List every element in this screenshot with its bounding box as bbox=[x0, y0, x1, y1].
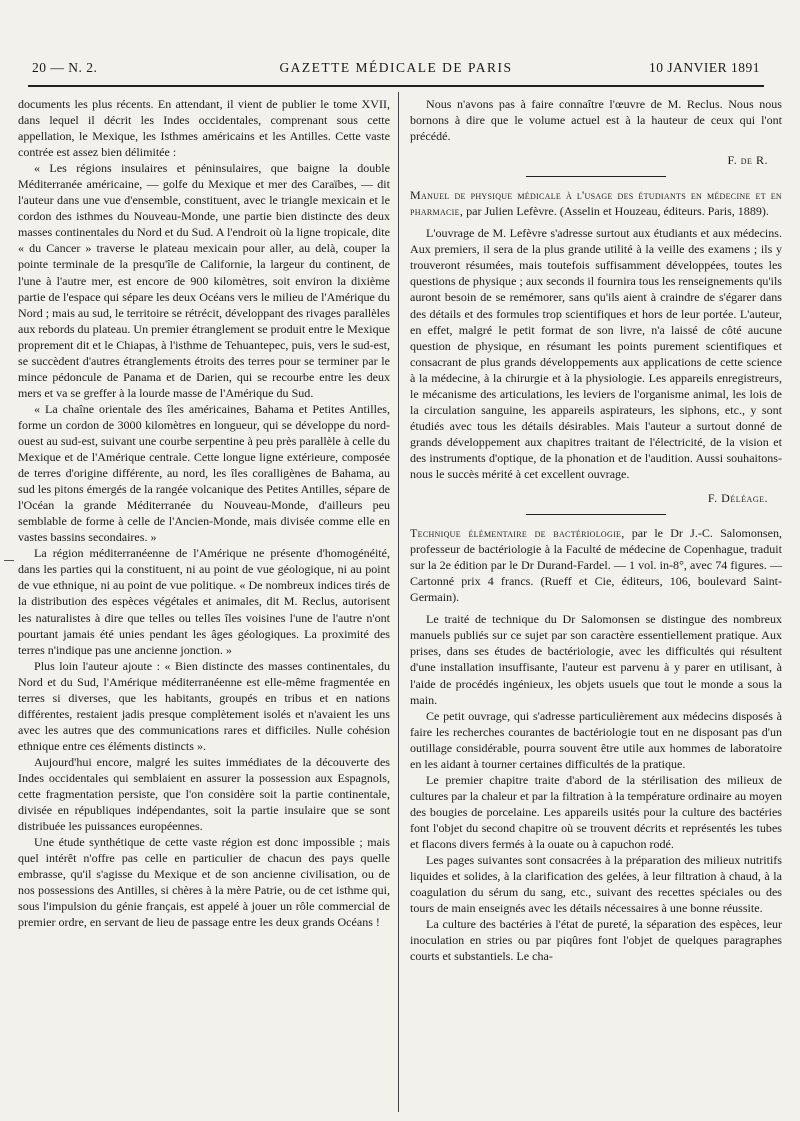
left-column bbox=[18, 96, 390, 930]
page-number: 20 — N. 2. bbox=[32, 60, 98, 75]
paragraph: La région méditerranéenne de l'Amérique ne présente d'homogénéité, dans les parties qui la constituent, ni au point de vue géologique, ni au point de vue ethnique, ni au point de vue politique. « De nombreux indices tirés de la distribution des espèces végétales et animales, dit M. Reclus, autorisent les naturalistes à dire que telles ou telles îles voisines l'une de l'autre n'ont pourtant jamais été unies pendant les âges géologiques. La proximité des terres n'indique pas une ancienne jonction. » bbox=[18, 546, 390, 657]
column-divider bbox=[398, 92, 399, 1112]
paragraph: Une étude synthétique de cette vaste région est donc impossible ; mais quel intérêt n'offre pas celle en particulier de chacun des pays quelle embrasse, qu'il s'agisse du Mexique et de son ancienne civilisation, ou de nos possessions des Antilles, si chères à la mère Patrie, ou de cet isthme qui, sous l'impulsion du génie français, est appelé à jouer un rôle commercial de premier ordre, en servant de lieu de passage entre les deux grands Océans ! bbox=[18, 835, 390, 930]
paragraph: documents les plus récents. En attendant, il vient de publier le tome XVII, dans lequel il décrit les Indes occidentales, comprenant sous cette appellation, le Mexique, les Isthmes américains et les Antilles. Cette vaste contrée est assez bien délimitée : bbox=[18, 97, 390, 160]
margin-mark bbox=[4, 560, 14, 561]
paragraph: « Les régions insulaires et péninsulaires, que baigne la double Méditerranée américaine, — golfe du Mexique et mer des Caraïbes, — dit l'auteur dans une vue d'ensemble, constituent, avec le triangle mexicain et le cordon des isthmes du Nouveau-Monde, une partie bien distincte des deux masses continentales du Nord et du Sud. A l'endroit où la ligne tropicale, dite « du Cancer » traverse le plateau mexicain pour aller, au delà, couper la pointe terminale de la presqu'île de Californie, la largeur du continent, de l'une à l'autre mer, est encore de 900 kilomètres, soit environ la dixième partie de l'espace qui sépare les deux Océans vers le milieu de l'Amérique du Nord ; mais au sud, le territoire se rétrécit, développant des rivages parallèles aux rebords du plateau. Un premier étranglement se produit entre le Mexique proprement dit et le Chiapas, à l'isthme de Tehuantepec, puis, vers le sud-est, se succèdent d'autres étranglements étroits des terres pour se terminer par le mince pédoncule de Panama et de Darien, qui se recourbe entre les deux mers et va se greffer à la lourde masse de l'Amérique du Sud. bbox=[18, 161, 390, 400]
paragraph: Aujourd'hui encore, malgré les suites immédiates de la découverte des Indes occidentales qui semblaient en assurer la possession aux Espagnols, cette fragmentation persiste, que l'on considère soit la partie continentale, divisée en républiques indépendantes, soit la partie insulaire que se sont distribuée les puissances européennes. bbox=[18, 754, 390, 834]
signature: F. Déléage. bbox=[707, 491, 768, 506]
paragraph: « La chaîne orientale des îles américaines, Bahama et Petites Antilles, forme un cordon de 3000 kilomètres en longueur, qui se développe du nord-ouest au sud-est, suivant une courbe serpentine à peu près parallèle à celle du Mexique et de l'Amérique centrale. Cette longue ligne extérieure, composée de terres d'origine différente, au nord, les îles coralligènes de Bahama, au sud les pitons émergés de la rangée volcanique des Petites Antilles, sépare de l'Océan la grande Méditerranée du Nouveau-Monde, d'ailleurs peu semblable de forme à celle de l'Ancien-Monde, mais divisée comme elle en vastes bassins secondaires. » bbox=[18, 401, 390, 545]
separator-rule bbox=[526, 514, 666, 515]
separator-rule bbox=[526, 176, 666, 177]
right-column bbox=[410, 96, 782, 964]
review-title bbox=[410, 187, 782, 219]
paragraph: Le premier chapitre traite d'abord de la stérilisation des milieux de cultures par la chaleur et par la filtration à la température ordinaire au moyen des bougies de porcelaine. Les appareils usités pour la culture des bactéries font l'objet du second chapitre où se trouvent décrits et représentés les tubes et flacons divers fermés à la ouate ou à capuchon rodé. bbox=[410, 772, 782, 851]
review-title-details: par le Dr J.-C. Salomonsen, professeur de bactériologie à la Faculté de médecine de Copenhague, traduit sur la 2e édition par le Dr Durand-Fardel. — 1 vol. in-8°, avec 74 figures. — Cartonné prix 4 francs. (Rueff et Cie, éditeurs, 106, boulevard Saint-Germain). bbox=[410, 526, 782, 605]
paragraph: La culture des bactéries à l'état de pureté, la séparation des espèces, leur inoculation en stries ou par piqûres font l'objet de quelques paragraphes courts et substantiels. Le cha- bbox=[410, 917, 782, 964]
paragraph: Nous n'avons pas à faire connaître l'œuvre de M. Reclus. Nous nous bornons à dire que le volume actuel est à la hauteur de ceux qui l'ont précédé. bbox=[410, 97, 782, 144]
header-rule bbox=[28, 85, 764, 87]
signature: F. de R. bbox=[727, 153, 768, 168]
journal-title: GAZETTE MÉDICALE DE PARIS bbox=[279, 60, 513, 75]
page-header bbox=[32, 60, 760, 82]
review-title-details: par Julien Lefèvre. (Asselin et Houzeau, éditeurs. Paris, 1889). bbox=[463, 204, 769, 219]
paragraph: L'ouvrage de M. Lefèvre s'adresse surtout aux étudiants et aux médecins. Aux premiers, il sera de la plus grande utilité à la veille des examens ; ils y trouveront résumées, mais toutefois suffisamment développées, toutes les questions de physique ; aux seconds il fournira tous les renseignements qu'ils auront besoin de se remémorer, sans qu'ils aient à craindre de s'égarer dans des détails et des formules trop scientifiques et hors de leur portée. L'auteur, en effet, malgré le petit format de son livre, n'a laissé de côté aucune question de physique, en résumant les points purement scientifiques et consacrant de plus grands développements aux applications de cette science à la médecine, à la chirurgie et à la physiologie. Les appareils enregistreurs, le mécanisme des articulations, les leviers de l'organisme animal, les lois de la circulation sanguine, les appareils aspirateurs, les siphons, etc., y sont étudiés avec tous les détails désirables. Mais l'auteur a surtout donné de grands développement aux chapitres traitant de l'électricité, de la vision et des instruments d'optique, de la phonation et de l'audition. Aussi souhaitons-nous le succès mérité à cet excellent ouvrage. bbox=[410, 226, 782, 481]
review-title-book: Manuel de physique médicale à l'usage des étudiants en médecine et en pharmacie, bbox=[410, 188, 782, 219]
issue-date: 10 JANVIER 1891 bbox=[649, 60, 760, 75]
paragraph: Ce petit ouvrage, qui s'adresse particulièrement aux médecins disposés à faire les recherches courantes de bactériologie tout en ne disposant pas d'un outillage considérable, pourra souvent être utile aux hommes de laboratoire en les aidant à tourner certaines difficultés de la pratique. bbox=[410, 708, 782, 771]
review-title-book: Technique élémentaire de bactériologie, bbox=[410, 526, 625, 541]
paragraph: Les pages suivantes sont consacrées à la préparation des milieux nutritifs liquides et solides, à la clarification des gelées, à leur filtration à chaud, à la coagulation du sérum du sang, etc., suivant des recettes spéciales ou des tours de main enseignés avec les détails nécessaires à une bonne réussite. bbox=[410, 853, 782, 916]
paragraph: Plus loin l'auteur ajoute : « Bien distincte des masses continentales, du Nord et du Sud, l'Amérique méditerranéenne est elle-même fragmentée en terres si diverses, que les habitants, groupés en tribus et en nations différentes, restaient jadis presque complètement isolés et n'avaient les uns avec les autres que des communications rares et difficiles. Nulle cohésion ethnique entre ces éléments distincts ». bbox=[18, 658, 390, 753]
paragraph: Le traité de technique du Dr Salomonsen se distingue des nombreux manuels publiés sur ce sujet par son caractère essentiellement pratique. Aux prises, dans ses études de bactériologie, avec les difficultés qui résultent d'une installation insuffisante, l'auteur est parvenu à y parer en utilisant, à l'aide de procédés ingénieux, les objets usuels que tout le monde a sous la main. bbox=[410, 612, 782, 707]
review-title bbox=[410, 525, 782, 605]
